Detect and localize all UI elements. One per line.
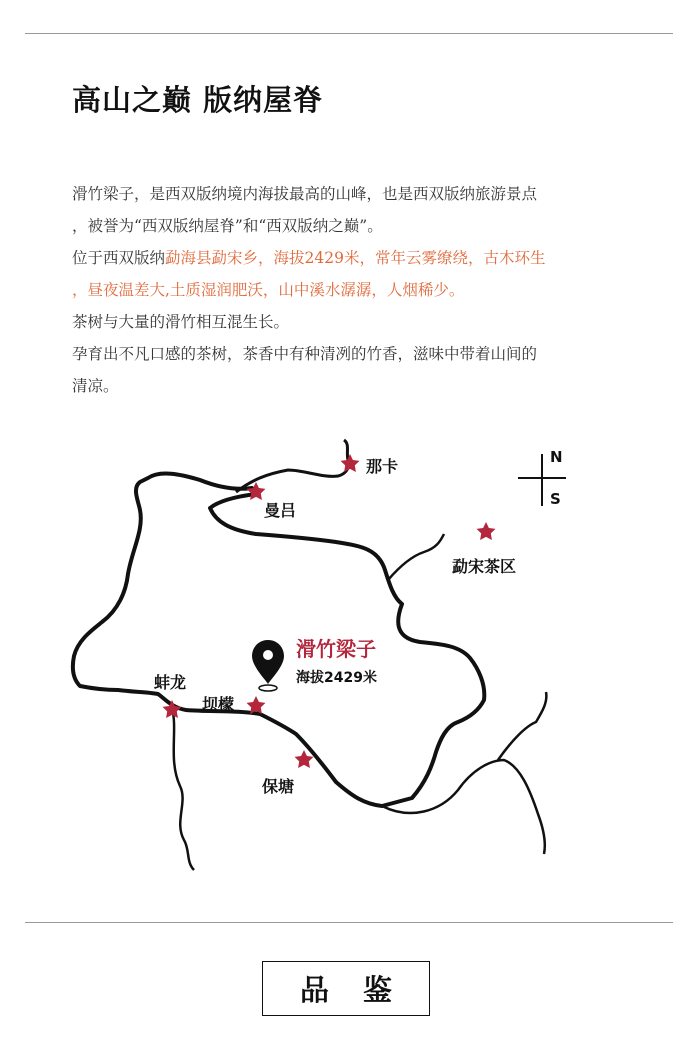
intro-highlight: 勐海县勐宋乡，海拔2429米，常年云雾缭绕，古木环生 <box>165 249 546 267</box>
intro-line: ，被誉为“西双版纳屋脊”和“西双版纳之巅”。 <box>72 217 383 235</box>
region-map <box>60 430 650 890</box>
river-line <box>236 440 349 492</box>
star-marker-naka <box>341 454 360 472</box>
river-line <box>382 760 545 854</box>
place-label-bameng: 坝檬 <box>202 695 235 714</box>
intro-line: 孕育出不凡口感的茶树，茶香中有种清冽的竹香，滋味中带着山间的 <box>72 345 538 363</box>
top-divider <box>25 33 673 34</box>
intro-line: 茶树与大量的滑竹相互混生长。 <box>72 313 290 331</box>
intro-line <box>72 242 632 274</box>
compass-south: S <box>550 490 561 508</box>
place-label-baotang: 保塘 <box>262 777 295 796</box>
section-label: 品鉴 <box>299 973 426 1007</box>
intro-text <box>72 178 632 402</box>
region-outline <box>73 474 484 806</box>
main-peak-elevation: 海拔2429米 <box>296 670 377 686</box>
place-label-mengsong: 勐宋茶区 <box>452 557 517 576</box>
river-line <box>172 708 194 870</box>
page-title: 高山之巅 版纳屋脊 <box>72 83 324 117</box>
bottom-divider <box>25 922 673 923</box>
river-line <box>388 534 444 580</box>
place-label-manlv: 曼吕 <box>264 501 297 520</box>
place-label-naka: 那卡 <box>366 457 399 476</box>
place-label-bengl: 蚌龙 <box>154 673 187 692</box>
compass-icon <box>518 448 566 508</box>
river-line <box>498 692 546 760</box>
main-peak-label: 滑竹梁子 <box>296 637 376 661</box>
section-label-box <box>262 961 430 1016</box>
intro-line: 滑竹梁子，是西双版纳境内海拔最高的山峰，也是西双版纳旅游景点 <box>72 185 538 203</box>
intro-highlight-line: ，昼夜温差大,土质湿润肥沃，山中溪水潺潺，人烟稀少。 <box>72 281 465 299</box>
star-marker-mengsong <box>477 522 496 540</box>
location-pin-icon <box>252 640 284 691</box>
intro-line: 清凉。 <box>72 377 119 395</box>
compass-north: N <box>550 448 563 466</box>
intro-plain: 位于西双版纳 <box>72 249 166 267</box>
star-marker-bengl <box>163 700 182 718</box>
